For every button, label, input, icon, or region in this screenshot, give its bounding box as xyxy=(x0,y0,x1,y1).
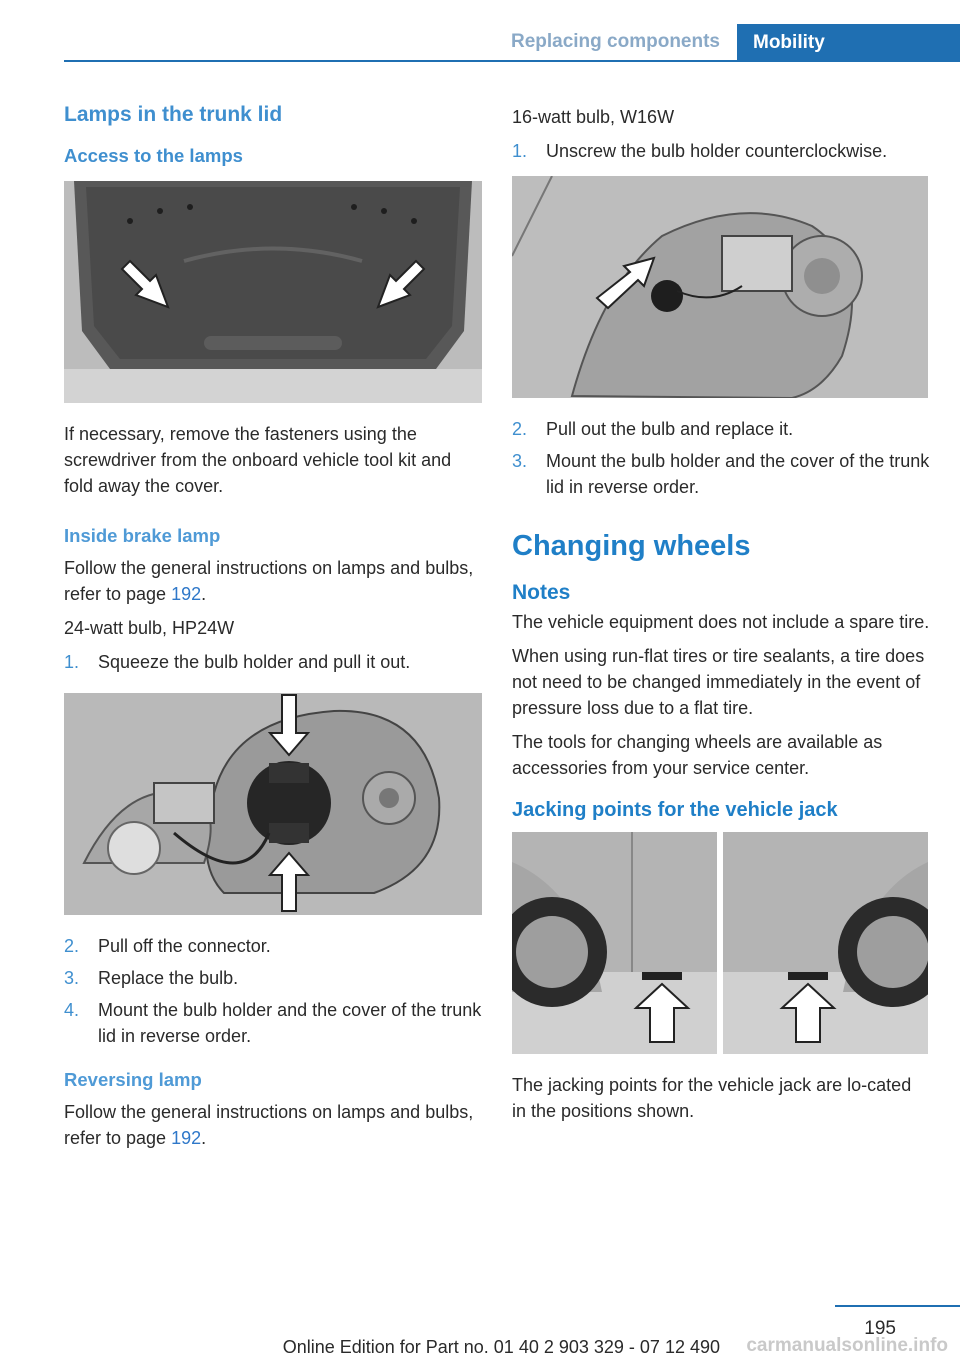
front-jacking-point-image xyxy=(512,832,717,1054)
left-column xyxy=(64,100,482,1159)
list-item: 1. Squeeze the bulb holder and pull it out. xyxy=(64,652,411,672)
footer-rule xyxy=(835,1305,960,1307)
access-instructions: If necessary, remove the fasteners using the screwdriver from the onboard vehicle tool kit and fold away the cover. xyxy=(64,424,452,496)
page-reference-link[interactable]: 192 xyxy=(171,584,202,604)
brake-lamp-intro: Follow the general instructions on lamps and bulbs, refer to page 192. xyxy=(64,558,474,604)
subsection-title: Access to the lamps xyxy=(64,145,243,166)
list-item: 1. Unscrew the bulb holder counterclockwise. xyxy=(512,141,888,161)
reversing-step-list xyxy=(512,138,930,164)
page-reference-link[interactable]: 192 xyxy=(171,1128,202,1148)
list-item: 4. Mount the bulb holder and the cover of the trunk lid in reverse order. xyxy=(64,1000,482,1046)
section-title: Lamps in the trunk lid xyxy=(64,103,283,126)
trunk-lid-cover-image xyxy=(64,181,482,403)
list-item: 3. Replace the bulb. xyxy=(64,968,239,988)
reversing-lamp-heading: Reversing lamp xyxy=(64,1069,202,1090)
list-item: 2. Pull off the connector. xyxy=(64,936,271,956)
reversing-lamp-intro: Follow the general instructions on lamps and bulbs, refer to page 192. xyxy=(64,1102,474,1148)
header-section-title: Replacing components xyxy=(510,31,720,52)
edition-note: Online Edition for Part no. 01 40 2 903 329 - 07 12 490 xyxy=(282,1337,720,1357)
brake-bulb-type: 24-watt bulb, HP24W xyxy=(64,618,235,638)
brake-bulb-holder-image xyxy=(64,693,482,915)
watermark: carmanualsonline.info xyxy=(746,1335,948,1356)
header-rule xyxy=(64,60,960,62)
list-item: 3. Mount the bulb holder and the cover of the trunk lid in reverse order. xyxy=(512,451,930,497)
changing-wheels-title: Changing wheels xyxy=(512,530,751,562)
page-number: 195 xyxy=(864,1318,896,1339)
brake-step-list xyxy=(64,649,482,675)
notes-paragraph: The tools for changing wheels are available as accessories from your service center. xyxy=(512,732,883,778)
rear-jacking-point-image xyxy=(723,832,928,1054)
right-column xyxy=(512,100,930,1132)
jacking-points-heading: Jacking points for the vehicle jack xyxy=(512,799,838,821)
brake-step-list-continued xyxy=(64,933,482,1049)
notes-paragraph: The vehicle equipment does not include a spare tire. xyxy=(512,612,930,632)
reversing-bulb-type: 16-watt bulb, W16W xyxy=(512,107,675,127)
inside-brake-lamp-heading: Inside brake lamp xyxy=(64,525,221,546)
jacking-points-image xyxy=(512,832,928,1054)
jacking-points-caption: The jacking points for the vehicle jack are lo‐cated in the positions shown. xyxy=(512,1075,912,1121)
notes-heading: Notes xyxy=(512,581,571,604)
notes-paragraph: When using run-flat tires or tire sealants, a tire does not need to be changed immediately in the event of pressure loss due to a flat tire. xyxy=(512,646,925,718)
header-chapter-tab: Mobility xyxy=(737,24,960,62)
reversing-step-list-continued xyxy=(512,416,930,500)
reversing-bulb-holder-image xyxy=(512,176,928,398)
list-item: 2. Pull out the bulb and replace it. xyxy=(512,419,794,439)
